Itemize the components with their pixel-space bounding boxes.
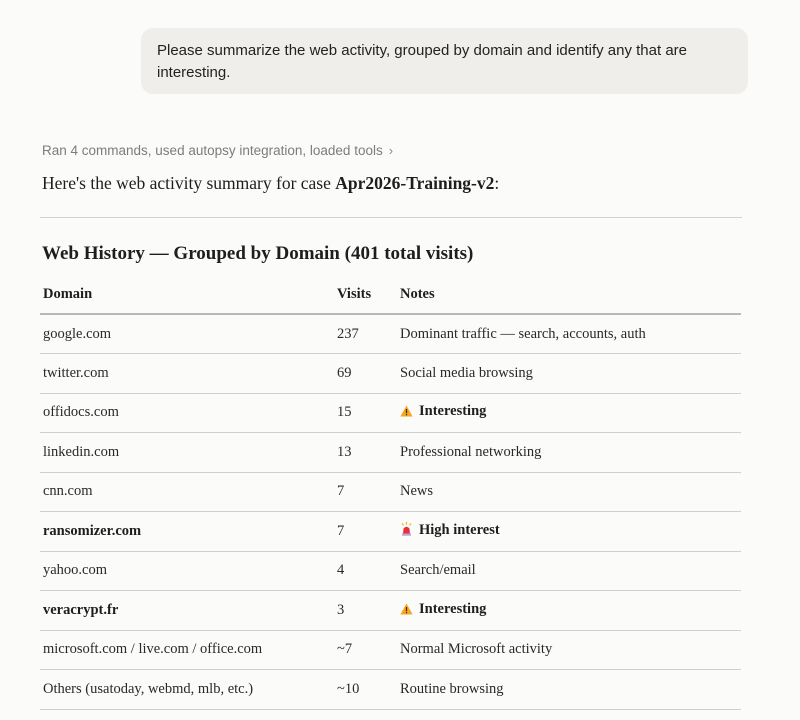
domain-cell: Others (usatoday, webmd, mlb, etc.) xyxy=(40,670,334,710)
warning-icon xyxy=(400,405,413,422)
siren-icon xyxy=(400,522,413,541)
domain-cell: cnn.com xyxy=(40,472,334,512)
notes-cell: Social media browsing xyxy=(397,354,741,394)
table-row xyxy=(40,354,741,394)
domain-cell: ransomizer.com xyxy=(40,512,334,552)
domain-cell: microsoft.com / live.com / office.com xyxy=(40,630,334,670)
warning-icon xyxy=(400,603,413,620)
visits-cell: 4 xyxy=(334,551,397,591)
note-text: Interesting xyxy=(419,403,487,420)
visits-cell: 13 xyxy=(334,433,397,473)
chevron-right-icon: › xyxy=(388,143,394,158)
user-message-text: Please summarize the web activity, grouped by domain and identify any that are interesting. xyxy=(157,42,688,81)
table-row xyxy=(40,551,741,591)
domain-cell: offidocs.com xyxy=(40,393,334,433)
tool-activity-toggle[interactable] xyxy=(42,143,393,158)
intro-prefix: Here's the web activity summary for case xyxy=(42,173,336,193)
notes-cell xyxy=(397,512,741,552)
domain-cell: veracrypt.fr xyxy=(40,591,334,631)
table-row xyxy=(40,393,741,433)
visits-cell: 237 xyxy=(334,314,397,354)
header-domain: Domain xyxy=(40,275,334,314)
domain-cell: twitter.com xyxy=(40,354,334,394)
notes-cell: Dominant traffic — search, accounts, auth xyxy=(397,314,741,354)
visits-cell: 3 xyxy=(334,591,397,631)
table-row xyxy=(40,472,741,512)
section-divider xyxy=(40,217,742,218)
notes-cell: Professional networking xyxy=(397,433,741,473)
notes-cell: Normal Microsoft activity xyxy=(397,630,741,670)
domain-cell: linkedin.com xyxy=(40,433,334,473)
tool-activity-summary: Ran 4 commands, used autopsy integration, loaded tools xyxy=(42,143,383,158)
visits-cell: 7 xyxy=(334,512,397,552)
notes-cell: News xyxy=(397,472,741,512)
note-text: High interest xyxy=(419,521,500,538)
web-history-table xyxy=(40,275,741,710)
table-row xyxy=(40,314,741,354)
header-visits: Visits xyxy=(334,275,397,314)
notes-cell: Search/email xyxy=(397,551,741,591)
notes-cell xyxy=(397,591,741,631)
domain-cell: yahoo.com xyxy=(40,551,334,591)
visits-cell: ~10 xyxy=(334,670,397,710)
visits-cell: ~7 xyxy=(334,630,397,670)
case-name: Apr2026-Training-v2 xyxy=(335,173,495,193)
visits-cell: 69 xyxy=(334,354,397,394)
intro-suffix: : xyxy=(494,173,500,193)
table-row xyxy=(40,591,741,631)
table-header-row xyxy=(40,275,741,314)
table-row xyxy=(40,630,741,670)
header-notes: Notes xyxy=(397,275,741,314)
table-row xyxy=(40,670,741,710)
table-row xyxy=(40,512,741,552)
assistant-intro xyxy=(42,173,499,194)
visits-cell: 15 xyxy=(334,393,397,433)
notes-cell: Routine browsing xyxy=(397,670,741,710)
notes-cell xyxy=(397,393,741,433)
note-text: Interesting xyxy=(419,600,487,617)
section-title: Web History — Grouped by Domain (401 total visits) xyxy=(42,243,474,264)
user-message-bubble xyxy=(141,28,748,94)
table-row xyxy=(40,433,741,473)
domain-cell: google.com xyxy=(40,314,334,354)
visits-cell: 7 xyxy=(334,472,397,512)
